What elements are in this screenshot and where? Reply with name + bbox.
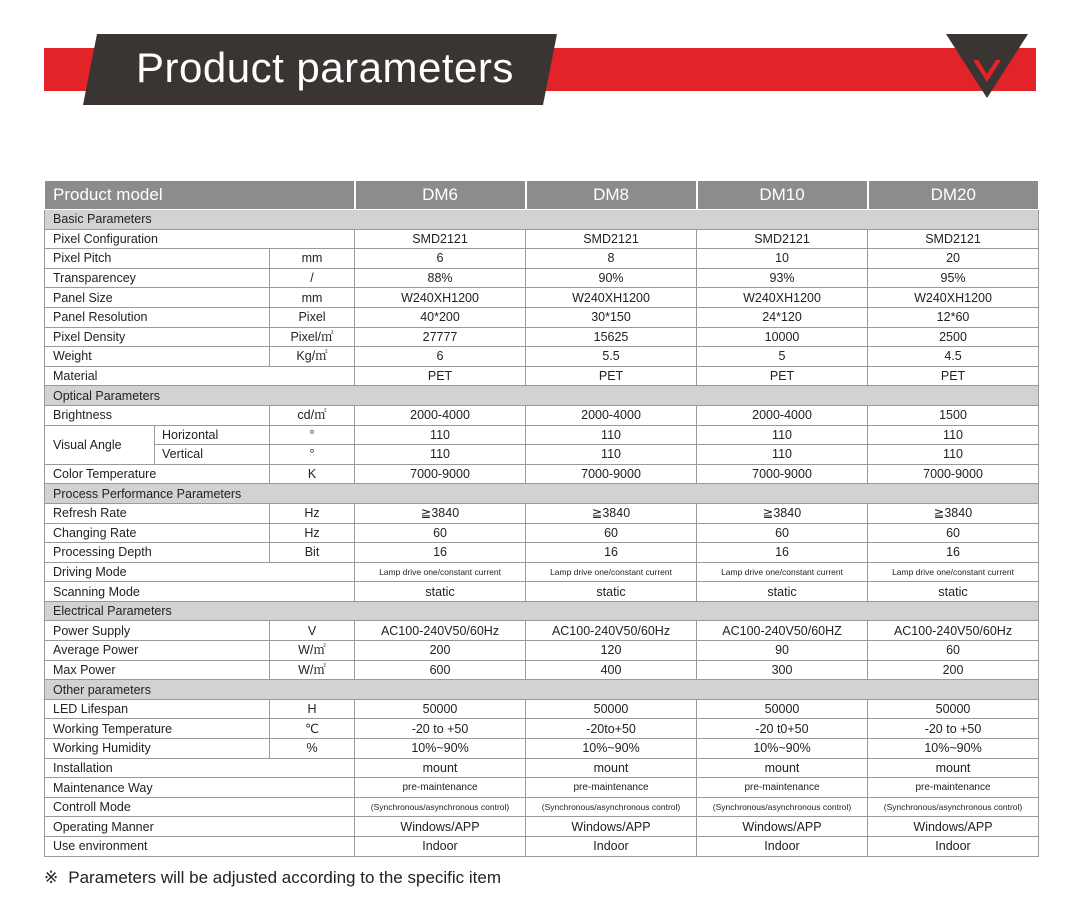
cell-dm6: Lamp drive one/constant current — [355, 562, 526, 582]
cell-dm10: 2000-4000 — [697, 405, 868, 425]
cell-dm8: 8 — [526, 249, 697, 269]
model-header-dm10: DM10 — [697, 181, 868, 210]
cell-dm6: 600 — [355, 660, 526, 680]
cell-dm10: 5 — [697, 347, 868, 367]
cell-dm10: 10 — [697, 249, 868, 269]
cell-dm6: (Synchronous/asynchronous control) — [355, 797, 526, 817]
row-unit: Pixel — [270, 307, 355, 327]
cell-dm20: pre-maintenance — [868, 778, 1039, 798]
row-unit: Pixel/㎡ — [270, 327, 355, 347]
table-row — [45, 425, 1039, 445]
row-label: Working Temperature — [45, 719, 270, 739]
cell-dm20: static — [868, 582, 1039, 602]
cell-dm6: 110 — [355, 445, 526, 465]
row-label: Brightness — [45, 405, 270, 425]
section-title: Optical Parameters — [45, 386, 1039, 406]
section-row — [45, 680, 1039, 700]
row-unit: Hz — [270, 503, 355, 523]
cell-dm10: 300 — [697, 660, 868, 680]
cell-dm8: Lamp drive one/constant current — [526, 562, 697, 582]
cell-dm10: static — [697, 582, 868, 602]
cell-dm6: Windows/APP — [355, 817, 526, 837]
cell-dm10: AC100-240V50/60HZ — [697, 621, 868, 641]
cell-dm6: ≧3840 — [355, 503, 526, 523]
product-model-header: Product model — [45, 181, 355, 210]
cell-dm6: 10%~90% — [355, 739, 526, 759]
cell-dm10: SMD2121 — [697, 229, 868, 249]
cell-dm10: ≧3840 — [697, 503, 868, 523]
table-row — [45, 464, 1039, 484]
cell-dm8: 110 — [526, 425, 697, 445]
table-row — [45, 797, 1039, 817]
cell-dm6: SMD2121 — [355, 229, 526, 249]
table-row — [45, 307, 1039, 327]
row-label: Color Temperature — [45, 464, 270, 484]
cell-dm6: 110 — [355, 425, 526, 445]
spec-table — [44, 180, 1039, 857]
table-row — [45, 817, 1039, 837]
row-label: Pixel Pitch — [45, 249, 270, 269]
cell-dm20: 12*60 — [868, 307, 1039, 327]
cell-dm6: pre-maintenance — [355, 778, 526, 798]
cell-dm8: W240XH1200 — [526, 288, 697, 308]
cell-dm6: 6 — [355, 347, 526, 367]
cell-dm20: 10%~90% — [868, 739, 1039, 759]
cell-dm10: Windows/APP — [697, 817, 868, 837]
section-title: Other parameters — [45, 680, 1039, 700]
row-unit: cd/㎡ — [270, 405, 355, 425]
table-row — [45, 249, 1039, 269]
cell-dm8: PET — [526, 366, 697, 386]
table-row — [45, 347, 1039, 367]
cell-dm20: 110 — [868, 425, 1039, 445]
table-row — [45, 837, 1039, 857]
cell-dm10: 7000-9000 — [697, 464, 868, 484]
row-unit: K — [270, 464, 355, 484]
row-label: Installation — [45, 758, 355, 778]
row-label: Panel Resolution — [45, 307, 270, 327]
row-label: Processing Depth — [45, 543, 270, 563]
row-label: LED Lifespan — [45, 699, 270, 719]
row-label: Pixel Density — [45, 327, 270, 347]
cell-dm20: mount — [868, 758, 1039, 778]
cell-dm8: (Synchronous/asynchronous control) — [526, 797, 697, 817]
table-row — [45, 699, 1039, 719]
cell-dm8: Windows/APP — [526, 817, 697, 837]
cell-dm20: 7000-9000 — [868, 464, 1039, 484]
footnote-text: Parameters will be adjusted according to the specific item — [68, 868, 502, 887]
cell-dm20: 1500 — [868, 405, 1039, 425]
row-unit: ° — [270, 425, 355, 445]
cell-dm8: mount — [526, 758, 697, 778]
table-row — [45, 366, 1039, 386]
cell-dm20: 200 — [868, 660, 1039, 680]
row-unit: H — [270, 699, 355, 719]
cell-dm6: 7000-9000 — [355, 464, 526, 484]
cell-dm8: SMD2121 — [526, 229, 697, 249]
table-row — [45, 445, 1039, 465]
row-label: Average Power — [45, 641, 270, 661]
row-unit: V — [270, 621, 355, 641]
cell-dm6: 27777 — [355, 327, 526, 347]
cell-dm8: 15625 — [526, 327, 697, 347]
cell-dm20: 60 — [868, 641, 1039, 661]
header-banner — [0, 0, 1080, 120]
table-row — [45, 660, 1039, 680]
cell-dm20: Lamp drive one/constant current — [868, 562, 1039, 582]
row-label: Driving Mode — [45, 562, 355, 582]
table-row — [45, 758, 1039, 778]
cell-dm20: W240XH1200 — [868, 288, 1039, 308]
cell-dm8: 110 — [526, 445, 697, 465]
cell-dm8: -20to+50 — [526, 719, 697, 739]
row-unit: Bit — [270, 543, 355, 563]
cell-dm10: 90 — [697, 641, 868, 661]
cell-dm20: 4.5 — [868, 347, 1039, 367]
cell-dm20: 110 — [868, 445, 1039, 465]
cell-dm6: mount — [355, 758, 526, 778]
cell-dm6: Indoor — [355, 837, 526, 857]
cell-dm8: Indoor — [526, 837, 697, 857]
cell-dm6: 40*200 — [355, 307, 526, 327]
section-row — [45, 210, 1039, 230]
row-unit: Kg/㎡ — [270, 347, 355, 367]
section-title: Electrical Parameters — [45, 601, 1039, 621]
row-sub-label: Vertical — [155, 445, 270, 465]
cell-dm10: PET — [697, 366, 868, 386]
table-row — [45, 523, 1039, 543]
row-label: Weight — [45, 347, 270, 367]
row-label: Operating Manner — [45, 817, 355, 837]
row-label: Changing Rate — [45, 523, 270, 543]
cell-dm10: -20 t0+50 — [697, 719, 868, 739]
cell-dm10: (Synchronous/asynchronous control) — [697, 797, 868, 817]
table-row — [45, 288, 1039, 308]
row-label: Transparencey — [45, 268, 270, 288]
cell-dm6: 88% — [355, 268, 526, 288]
cell-dm8: 10%~90% — [526, 739, 697, 759]
cell-dm20: SMD2121 — [868, 229, 1039, 249]
cell-dm20: ≧3840 — [868, 503, 1039, 523]
cell-dm10: 16 — [697, 543, 868, 563]
cell-dm6: 50000 — [355, 699, 526, 719]
cell-dm10: 93% — [697, 268, 868, 288]
cell-dm20: 20 — [868, 249, 1039, 269]
cell-dm6: 16 — [355, 543, 526, 563]
table-row — [45, 641, 1039, 661]
cell-dm8: ≧3840 — [526, 503, 697, 523]
row-label: Power Supply — [45, 621, 270, 641]
table-row — [45, 582, 1039, 602]
cell-dm6: AC100-240V50/60Hz — [355, 621, 526, 641]
cell-dm20: 60 — [868, 523, 1039, 543]
table-row — [45, 778, 1039, 798]
cell-dm20: AC100-240V50/60Hz — [868, 621, 1039, 641]
row-unit: W/㎡ — [270, 641, 355, 661]
model-header-dm6: DM6 — [355, 181, 526, 210]
row-label: Working Humidity — [45, 739, 270, 759]
table-row — [45, 229, 1039, 249]
row-sub-label: Horizontal — [155, 425, 270, 445]
row-label: Scanning Mode — [45, 582, 355, 602]
cell-dm10: 60 — [697, 523, 868, 543]
cell-dm8: 400 — [526, 660, 697, 680]
cell-dm6: static — [355, 582, 526, 602]
cell-dm6: W240XH1200 — [355, 288, 526, 308]
cell-dm20: Windows/APP — [868, 817, 1039, 837]
row-label: Pixel Configuration — [45, 229, 355, 249]
model-header-dm20: DM20 — [868, 181, 1039, 210]
cell-dm10: 24*120 — [697, 307, 868, 327]
cell-dm8: 5.5 — [526, 347, 697, 367]
cell-dm10: Lamp drive one/constant current — [697, 562, 868, 582]
row-label: Material — [45, 366, 355, 386]
cell-dm8: 50000 — [526, 699, 697, 719]
cell-dm8: AC100-240V50/60Hz — [526, 621, 697, 641]
cell-dm10: Indoor — [697, 837, 868, 857]
reference-mark: ※ — [44, 868, 59, 887]
cell-dm8: 90% — [526, 268, 697, 288]
table-row — [45, 405, 1039, 425]
cell-dm6: 6 — [355, 249, 526, 269]
row-label: Controll Mode — [45, 797, 355, 817]
row-label: Use environment — [45, 837, 355, 857]
cell-dm10: pre-maintenance — [697, 778, 868, 798]
row-unit: % — [270, 739, 355, 759]
table-row — [45, 739, 1039, 759]
cell-dm6: 60 — [355, 523, 526, 543]
cell-dm10: 10000 — [697, 327, 868, 347]
row-unit: / — [270, 268, 355, 288]
section-title: Process Performance Parameters — [45, 484, 1039, 504]
row-label: Maintenance Way — [45, 778, 355, 798]
section-title: Basic Parameters — [45, 210, 1039, 230]
cell-dm8: static — [526, 582, 697, 602]
cell-dm6: -20 to +50 — [355, 719, 526, 739]
cell-dm10: 110 — [697, 425, 868, 445]
cell-dm20: Indoor — [868, 837, 1039, 857]
row-unit: ℃ — [270, 719, 355, 739]
table-row — [45, 503, 1039, 523]
cell-dm6: 200 — [355, 641, 526, 661]
cell-dm8: 120 — [526, 641, 697, 661]
table-row — [45, 562, 1039, 582]
table-row — [45, 327, 1039, 347]
table-header-row — [45, 181, 1039, 210]
cell-dm8: pre-maintenance — [526, 778, 697, 798]
row-unit: W/㎡ — [270, 660, 355, 680]
row-unit: ° — [270, 445, 355, 465]
section-row — [45, 601, 1039, 621]
cell-dm20: 2500 — [868, 327, 1039, 347]
cell-dm20: 16 — [868, 543, 1039, 563]
cell-dm10: W240XH1200 — [697, 288, 868, 308]
cell-dm20: (Synchronous/asynchronous control) — [868, 797, 1039, 817]
cell-dm20: -20 to +50 — [868, 719, 1039, 739]
cell-dm20: PET — [868, 366, 1039, 386]
row-label: Max Power — [45, 660, 270, 680]
v-triangle-logo-icon — [946, 34, 1028, 98]
cell-dm8: 30*150 — [526, 307, 697, 327]
table-row — [45, 268, 1039, 288]
cell-dm10: 50000 — [697, 699, 868, 719]
page-title: Product parameters — [136, 44, 514, 91]
row-unit: mm — [270, 288, 355, 308]
cell-dm6: PET — [355, 366, 526, 386]
cell-dm20: 50000 — [868, 699, 1039, 719]
cell-dm8: 2000-4000 — [526, 405, 697, 425]
row-label: Refresh Rate — [45, 503, 270, 523]
cell-dm6: 2000-4000 — [355, 405, 526, 425]
section-row — [45, 484, 1039, 504]
cell-dm10: 10%~90% — [697, 739, 868, 759]
cell-dm20: 95% — [868, 268, 1039, 288]
cell-dm10: 110 — [697, 445, 868, 465]
cell-dm8: 60 — [526, 523, 697, 543]
model-header-dm8: DM8 — [526, 181, 697, 210]
table-row — [45, 621, 1039, 641]
row-label: Panel Size — [45, 288, 270, 308]
cell-dm8: 7000-9000 — [526, 464, 697, 484]
table-row — [45, 719, 1039, 739]
cell-dm8: 16 — [526, 543, 697, 563]
cell-dm10: mount — [697, 758, 868, 778]
row-unit: mm — [270, 249, 355, 269]
row-label: Visual Angle — [45, 425, 155, 464]
footnote — [44, 868, 501, 888]
row-unit: Hz — [270, 523, 355, 543]
table-row — [45, 543, 1039, 563]
section-row — [45, 386, 1039, 406]
